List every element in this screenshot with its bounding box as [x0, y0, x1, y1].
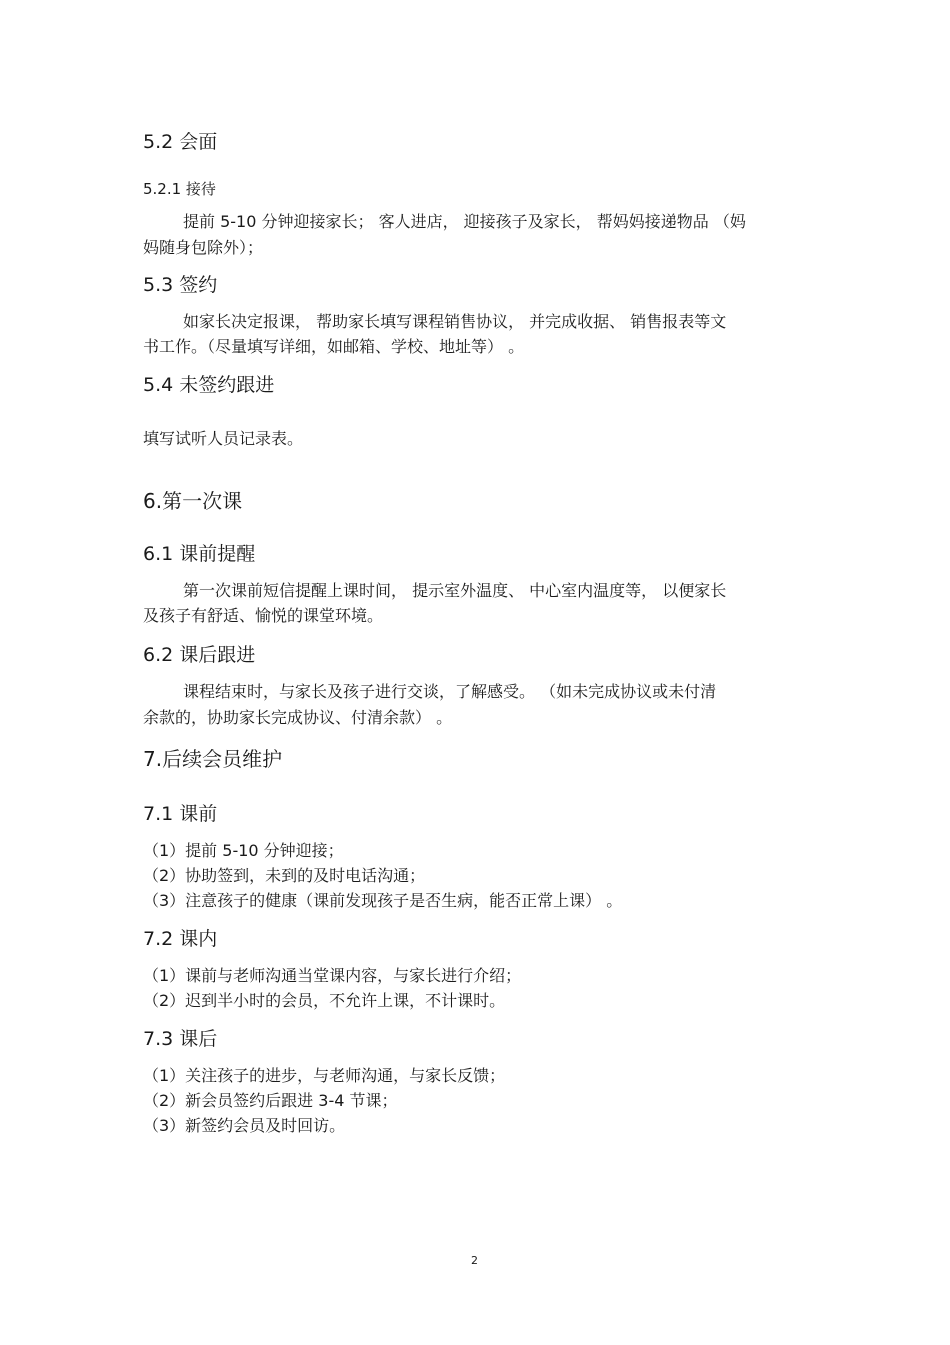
heading-7-3: 7.3 课后 — [143, 1028, 218, 1050]
paragraph-line: 如家长决定报课， 帮助家长填写课程销售协议， 并完成收据、 销售报表等文 — [183, 312, 727, 331]
list-item: （3）注意孩子的健康（课前发现孩子是否生病，能否正常上课） 。 — [143, 891, 623, 910]
heading-5-2-1: 5.2.1 接待 — [143, 180, 216, 198]
paragraph-line: 及孩子有舒适、愉悦的课堂环境。 — [143, 606, 384, 625]
paragraph-line: 第一次课前短信提醒上课时间， 提示室外温度、 中心室内温度等， 以便家长 — [183, 581, 727, 600]
list-item: （1）提前 5-10 分钟迎接； — [143, 841, 344, 860]
heading-7: 7.后续会员维护 — [143, 747, 283, 771]
paragraph-line: 课程结束时，与家长及孩子进行交谈，了解感受。 （如未完成协议或未付清 — [183, 682, 717, 701]
heading-6-1: 6.1 课前提醒 — [143, 543, 256, 565]
list-item: （2）协助签到，未到的及时电话沟通； — [143, 866, 426, 885]
paragraph-line: 填写试听人员记录表。 — [143, 429, 304, 448]
heading-6: 6.第一次课 — [143, 489, 243, 513]
list-item: （1）关注孩子的进步，与老师沟通，与家长反馈； — [143, 1066, 506, 1085]
heading-7-1: 7.1 课前 — [143, 803, 218, 825]
paragraph-line: 妈随身包除外）； — [143, 238, 264, 257]
paragraph-line: 书工作。（尽量填写详细，如邮箱、学校、地址等） 。 — [143, 337, 525, 356]
heading-7-2: 7.2 课内 — [143, 928, 218, 950]
heading-5-3: 5.3 签约 — [143, 274, 218, 296]
list-item: （1）课前与老师沟通当堂课内容，与家长进行介绍； — [143, 966, 522, 985]
list-item: （3）新签约会员及时回访。 — [143, 1116, 346, 1135]
paragraph-line: 提前 5-10 分钟迎接家长； 客人进店， 迎接孩子及家长， 帮妈妈接递物品 （妈 — [183, 212, 746, 231]
heading-5-2: 5.2 会面 — [143, 131, 218, 153]
heading-5-4: 5.4 未签约跟进 — [143, 374, 275, 396]
list-item: （2）迟到半小时的会员，不允许上课，不计课时。 — [143, 991, 506, 1010]
paragraph-line: 余款的，协助家长完成协议、付清余款） 。 — [143, 708, 453, 727]
list-item: （2）新会员签约后跟进 3-4 节课； — [143, 1091, 398, 1110]
heading-6-2: 6.2 课后跟进 — [143, 644, 256, 666]
page-number: 2 — [471, 1254, 478, 1267]
